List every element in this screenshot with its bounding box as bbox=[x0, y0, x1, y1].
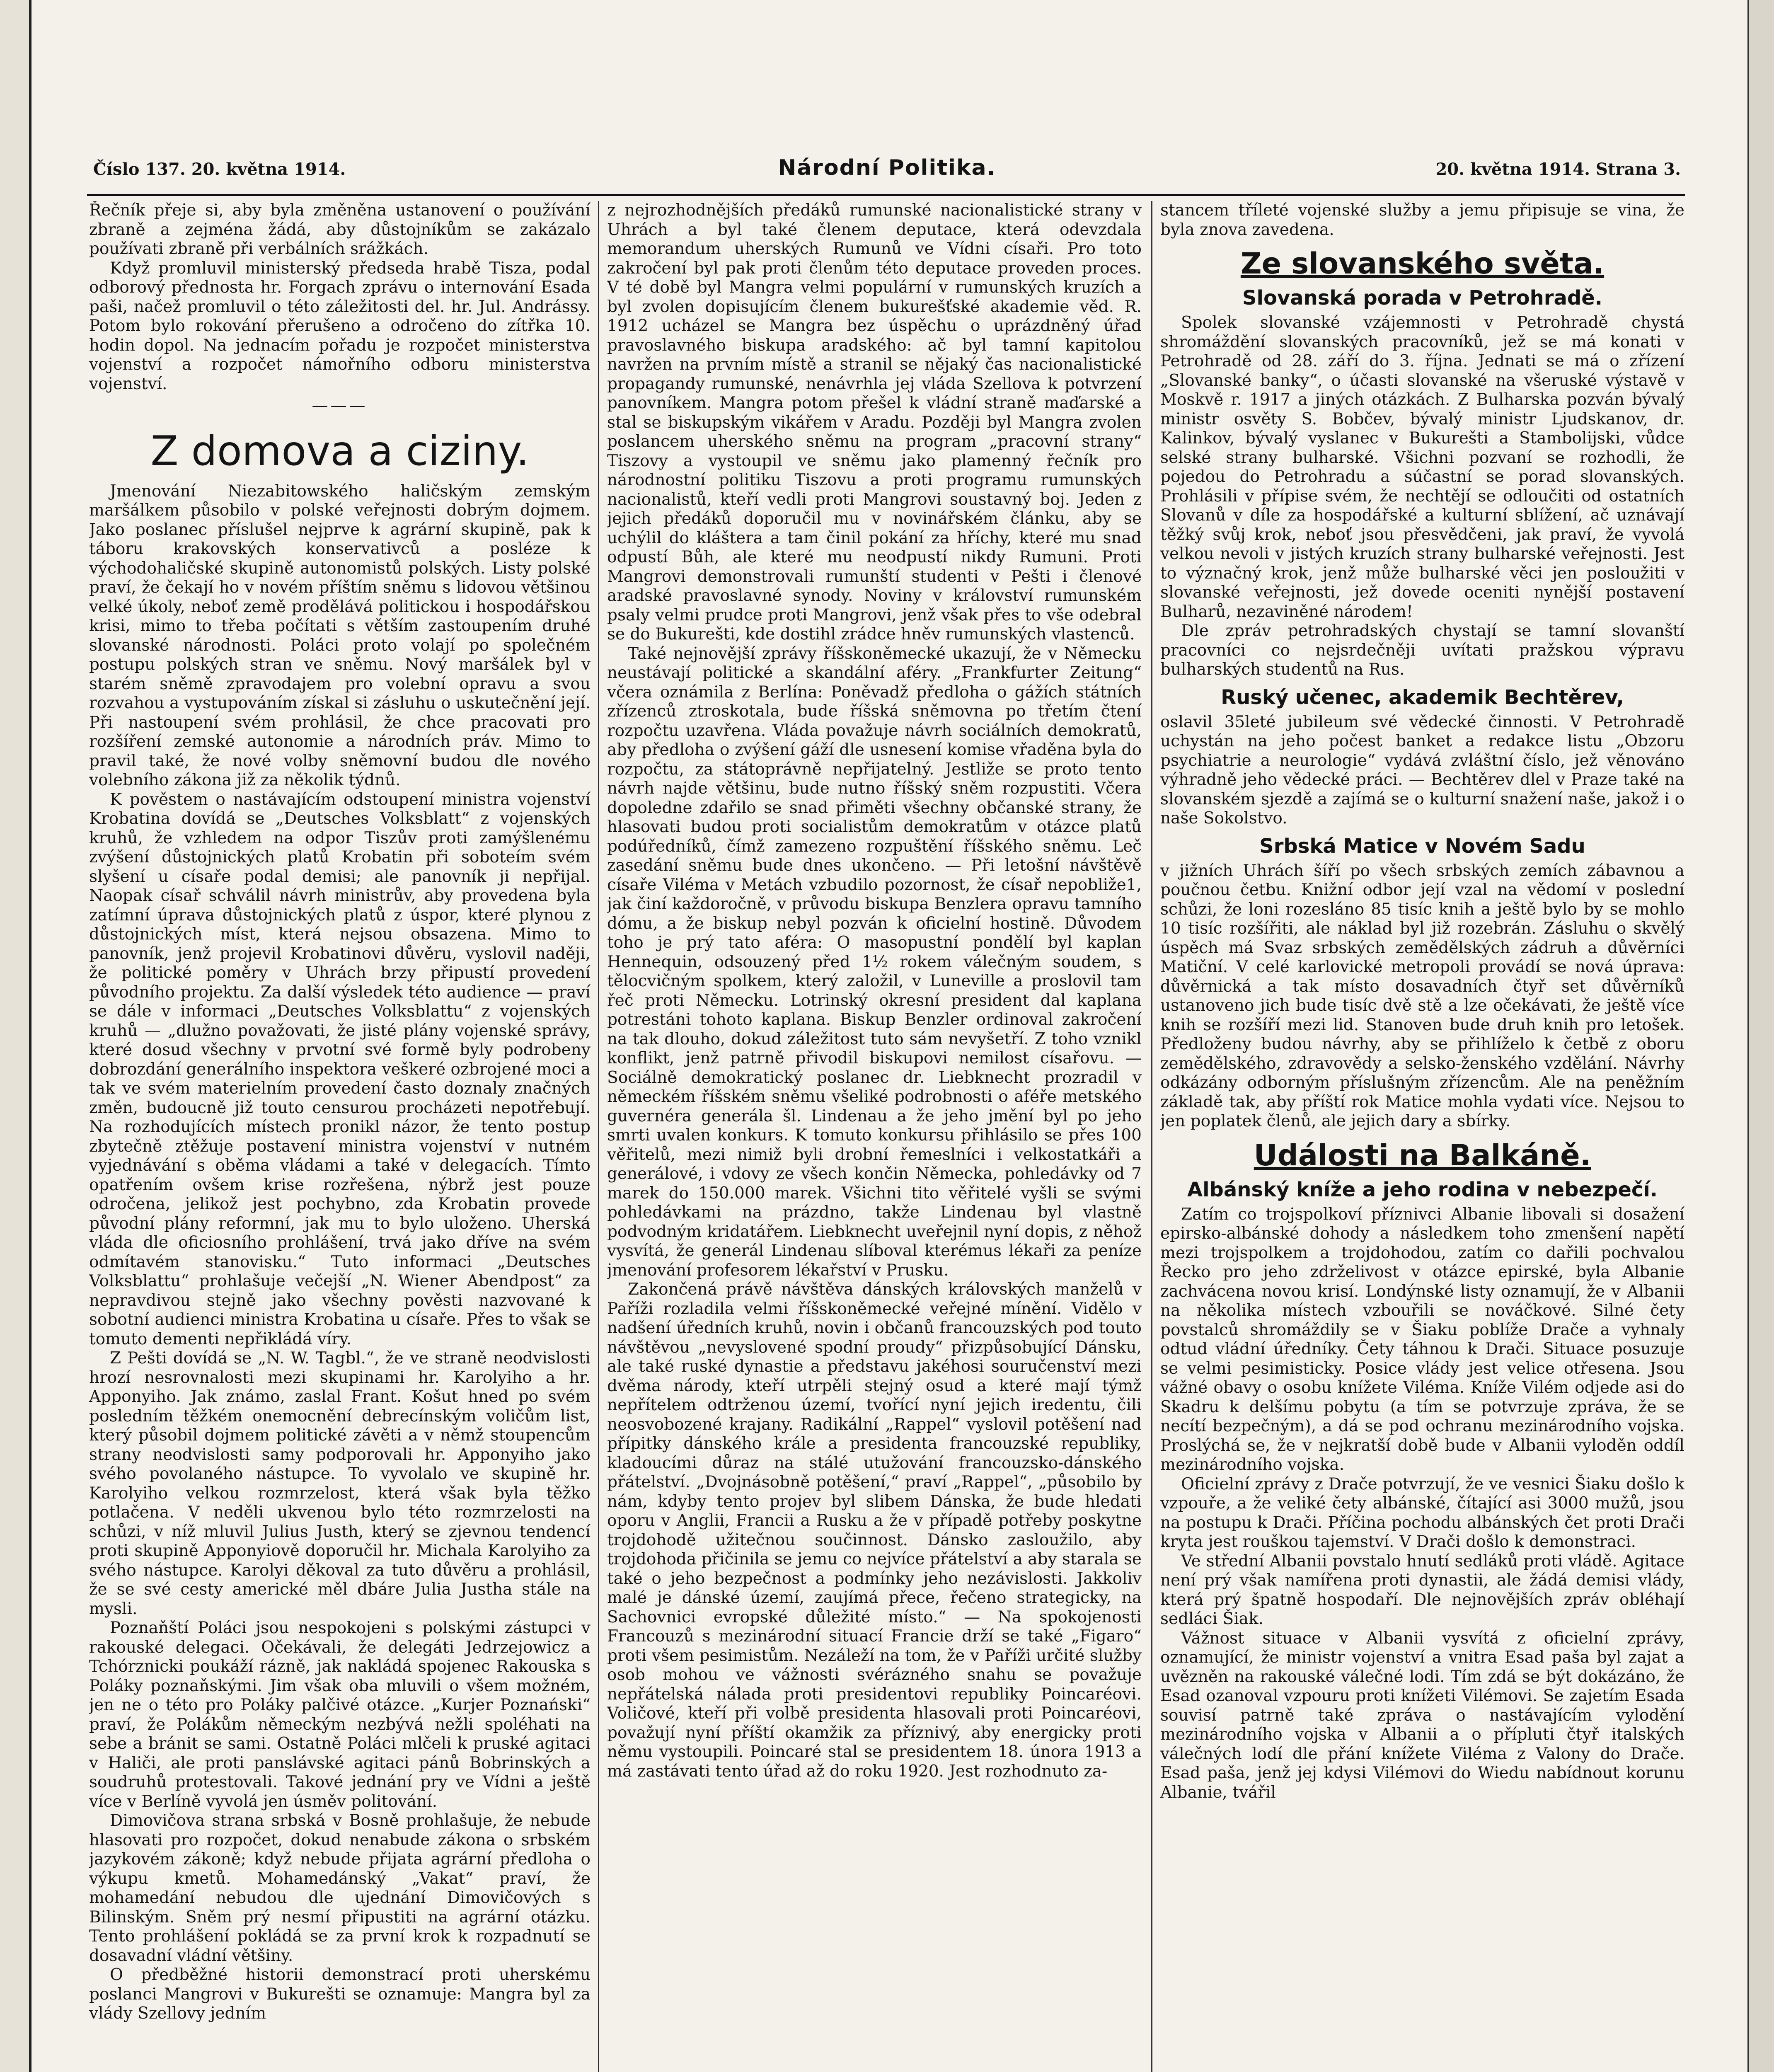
article-heading: Srbská Matice v Novém Sadu bbox=[1259, 834, 1585, 858]
paragraph: Také nejnovější zprávy říšskoněmecké ukazují, že v Německu neustávají politické a skandální aféry. „Frankfurter Zeitung“ včera oznámila z Berlína: Poněvadž předloha o gážích státních zřízenců ztroskotala, bude říšská sněmovna po třetím čtení rozpočtu uzavřena. Vláda považuje návrh sociálních demokratů, aby předloha o zvýšení gáží dle usnesení komise vřaděna byla do rozpočtu, za státoprávně nepřijatelný. Jestliže se proto tento návrh najde většinu, bude nutno říšský sněm rozpustiti. Včera dopoledne zdařilo se snad přiměti všechny občanské strany, že hlasovati budou proti socialistům demokratům v otázce platů podúředníků, čímž zamezeno rozpuštění říšského sněmu. Leč zasedání sněmu bude dnes ukončeno. — Při letošní návštěvě císaře Viléma v Metách vzbudilo pozornost, že císař nepobliže1, jak činí každoročně, v průvodu biskupa Benzlera opravu tamního dómu, a že biskup nebyl pozván k oficielní hostině. Důvodem toho je prý tato aféra: O masopustní pondělí byl kaplan Hennequin, odsouzený před 1½ rokem válečným soudem, s tělocvičným spolkem, který založil, v Luneville a proslovil tam řeč proti Německu. Lotrinský okresní president dal kaplana potrestáni tohoto kaplana. Biskup Benzler ordinoval zakročení na tak dlouho, dokud záležitost tuto sám nevyšetří. Z toho vznikl konflikt, jenž patrně přivodil biskupovi nemilost císařovu. — Sociálně demokratický poslanec dr. Liebknecht prozradil v německém říšském sněmu všeliké podrobnosti o aféře metského guvernéra generála šl. Lindenau a že jeho jmění byl po jeho smrti uvalen konkurs. K tomuto konkursu přihlásilo se přes 100 věřitelů, mezi nimiž byli drobní řemeslníci i velkostatkáři a generálové, i vdovy ze všech končin Německa, pohledávky od 7 marek do 150.000 marek. Všichni tito věřitelé vyšli se svými pohledávkami na prázdno, takže Lindenau byl vlastně podvodným kridatářem. Liebknecht uveřejnil nyní dopis, z něhož vysvítá, že generál Lindenau slíboval kterémus lékaři za peníze jmenování profesorem lékařství v Prusku. bbox=[607, 644, 1142, 1280]
page-date-number: 20. května 1914. Strana 3. bbox=[1435, 160, 1681, 179]
column-divider bbox=[598, 201, 599, 2072]
paragraph: z nejrozhodnějších předáků rumunské nacionalistické strany v Uhrách a byl také členem deputace, která odevzdala memorandum uherských Rumunů ve Vídni císaři. Pro toto zakročení byl pak proti členům této deputace proveden proces. V té době byl Mangra velmi populární v rumunských kruzích a byl zvolen dopisujícím členem bukurešťské akademie věd. R. 1912 ucházel se Mangra bez úspěchu o uprázdněný úřad pravoslavného biskupa aradského: ač byl tamní kapitolou navržen na prvním místě a stranil se nějaký čas nacionalistické propagandy rumunské, nenávrhla jej vláda Szellova k potvrzení panovníkem. Mangra potom přešel k vládní straně maďarské a stal se biskupským vikářem v Aradu. Později byl Mangra zvolen poslancem uherského sněmu na program „pracovní strany“ Tiszovy a vystoupil ve sněmu jako plamenný řečník pro národnostní politiku Tiszovu a proti programu rumunských nacionalistů, kteří vedli proti Mangrovi soustavný boj. Jeden z jejich předáků doporučil mu v novinářském článku, aby se uchýlil do kláštera a tam činil pokání za hříchy, které mu snad odpustí Bůh, ale které mu neodpustí nikdy Rumuni. Proti Mangrovi demonstrovali rumunští studenti v Pešti i členové aradské pravoslavné synody. Noviny v království rumunském psaly velmi prudce proti Mangrovi, jenž však přes to vše odebral se do Bukurešti, kde dostihl zrádce hněv rumunských vlastenců. bbox=[607, 201, 1142, 644]
masthead-title: Národní Politika. bbox=[778, 155, 996, 180]
paragraph: Zakončená právě návštěva dánských královských manželů v Paříži rozladila velmi říšskoněmecké veřejné mínění. Vidělo v nadšení úředních kruhů, novin i občanů francouzských pod touto návštěvou „nevyslovené spodní proudy“ přizpůsobující Dánsku, ale také ruské dynastie a představu jakéhosi souručenství mezi dvěma národy, kteří utrpěli stejný osud a které mají týmž nepřítelem odtrženou území, tvořící nyní jejich iredentu, čili neosvobozené krajany. Radikální „Rappel“ vyslovil potěšení nad přípitky dánského krále a presidenta francouzské republiky, kladoucími důraz na stálé utužování francouzsko-dánského přátelství. „Dvojnásobně potěšení,“ praví „Rappel“, „působilo by nám, kdyby tento projev byl slibem Dánska, že bude hledati oporu v Anglii, Francii a Rusku a že v případě potřeby poskytne trojdohodě užitečnou součinnost. Dánsko zasloužilo, aby trojdohoda přičinila se jemu co nejvíce přátelství a aby starala se také o jeho bezpečnost a podmínky jeho nezávislosti. Jakkoliv malé je dánské území, zaujímá přece, řečeno strategicky, na Sachovnici evropské důležité místo.“ — Na spokojenosti Francouzů s mezinárodní situací Francie drží se také „Figaro“ proti všem pesimistům. Nezáleží na tom, že v Paříži určité služby osob mohou ve vážnosti svérázného snahu se považuje nepřátelská nálada proti presidentovi republiky Poincaréovi. Voličové, kteří při volbě presidenta hlasovali proti Poincaréovi, považují nyní příští okamžik za příznivý, aby energicky proti němu vystoupili. Poincaré stal se presidentem 18. února 1913 a má zastávati tento úřad až do roku 1920. Jest rozhodnuto za- bbox=[607, 1280, 1142, 1781]
header-rule bbox=[87, 194, 1685, 196]
column-1 bbox=[89, 201, 591, 2072]
paragraph: Oficielní zprávy z Drače potvrzují, že ve vesnici Šiaku došlo k vzpouře, a že veliké čety albánské, čítající asi 3000 mužů, jsou na postupu k Drači. Příčina pochodu albánských čet proti Drači kryta jest rouškou tajemství. V Drači došlo k demonstraci. bbox=[1160, 1474, 1684, 1551]
paragraph: Vážnost situace v Albanii vysvítá z oficielní zprávy, oznamující, že ministr vojenství a vnitra Esad paša byl zajat a uvězněn na rakouské válečné lodi. Tím zdá se být dokázáno, že Esad ozanoval vzpouru proti knížeti Vilémovi. Se zajetím Esada souvisí patrně také zpráva o nastávajícím vylodění mezinárodního vojska v Albanii a o přípluti čtyř italských válečných lodí dle přání knížete Viléma z Valony do Drače. Esad paša, jenž jej kdysi Vilémovi do Wiedu nabídnout korunu Albanie, tvářil bbox=[1160, 1629, 1684, 1802]
scan-edge-right bbox=[1747, 0, 1774, 2072]
paragraph: Zatím co trojspolkoví příznivci Albanie libovali si dosažení epirsko-albánské dohody a následkem toho zmenšení napětí mezi trojspolkem a trojdohodou, zatím co dařili pochvalou Řecko pro jeho zdrželivost v otázce epirské, byla Albanie zachvácena novou krisí. Londýnské listy oznamují, že v Albanii na několika místech vzbouřili se nováčkové. Silné čety povstalců shromáždily se v Šiaku poblíže Drače a vyhnaly odtud vládní úředníky. Čety táhnou k Drači. Situace posuzuje se velmi pesimisticky. Posice vlády jest velice otřesena. Jsou vážné obavy o osobu knížete Viléma. Kníže Vilém odjede asi do Skadru k delšímu pobytu (a tím se potvrzuje zpráva, že se necítí bezpečným), a dá se pod ochranu mezinárodního vojska. Proslýchá se, že v nejkratší době bude v Albanii vyloděn oddíl mezinárodního vojska. bbox=[1160, 1205, 1684, 1474]
section-title: Události na Balkáně. bbox=[1254, 1138, 1591, 1172]
section-title: Z domova a ciziny. bbox=[150, 427, 529, 475]
article-heading: Slovanská porada v Petrohradě. bbox=[1242, 286, 1602, 310]
column-3 bbox=[1160, 201, 1684, 2072]
scan-edge-left bbox=[0, 0, 31, 2072]
paragraph: Spolek slovanské vzájemnosti v Petrohradě chystá shromáždění slovanských pracovníků, jež se má konati v Petrohradě od 28. září do 3. října. Jednati se má o zřízení „Slovanské banky“, o účasti slovanské na všeruské výstavě v Moskvě r. 1917 a jiných otázkách. Z Bulharska pozván bývalý ministr osvěty S. Bobčev, bývalý ministr Ljudskanov, dr. Kalinkov, bývalý vyslanec v Bukurešti a Stambolijski, vůdce selské strany bulharské. Všichni pozvaní se rozhodli, že pojedou do Petrohradu a súčastní se porad slovanských. Prohlásili v přípise svém, že nechtějí se odloučiti od ostatních Slovanů v díle za hospodářské a kulturní sblížení, ač uznávají těžký svůj krok, neboť jsou přesvědčeni, jak praví, že vyvolá velkou nevoli v jistých kruzích strany bulharské veřejnosti. Jest to význačný krok, jenž může bulharské věci jen posloužiti v slovanské veřejnosti, jež dovede oceniti nynější postavení Bulharů, nezaviněné národem! bbox=[1160, 313, 1684, 621]
paragraph: Poznaňští Poláci jsou nespokojeni s polskými zástupci v rakouské delegaci. Očekávali, že delegáti Jedrzejowicz a Tchórznicki poukáží rázně, jak nakládá spojenec Rakouska s Poláky poznaňskými. Jim však oba mluvili o všem možném, jen ne o této pro Poláky palčivé otázce. „Kurjer Poznański“ praví, že Polákům německým nezbývá nežli spoléhati na sebe a bránit se sami. Ostatně Poláci mlčeli k pruské agitaci v Haliči, ale proti panslávské agitaci pánů Bobrinských a soudruhů protestovali. Takové jednání pry ve Vídni a ještě více v Berlíně vyvolá jen úsměv politování. bbox=[89, 1619, 591, 1811]
page-header bbox=[89, 155, 1685, 189]
paragraph: Ve střední Albanii povstalo hnutí sedláků proti vládě. Agitace není prý však namířena proti dynastii, ale žádá demisi vlády, která prý špatně hospodaří. Dle nejnovějších zpráv obléhají sedláci Šiak. bbox=[1160, 1552, 1684, 1628]
paragraph: oslavil 35leté jubileum své vědecké činnosti. V Petrohradě uchystán na jeho počest banket a redakce listu „Obzoru psychiatrie a neurologie“ vydává zvláštní číslo, jež věnováno výhradně jeho vědecké práci. — Bechtěrev dlel v Praze také na slovanském sjezdě a zajímá se o kulturní snažení naše, jakož i o naše Sokolstvo. bbox=[1160, 712, 1684, 828]
issue-number: Číslo 137. 20. května 1914. bbox=[93, 160, 346, 179]
paragraph: v jižních Uhrách šíří po všech srbských zemích zábavnou a poučnou četbu. Knižní odbor její vzal na vědomí v poslední schůzi, že loni rozesláno 85 tisíc knih a ještě bylo by se mohlo 10 tisíc rozšířiti, ale náklad byl již rozebrán. Zásluhu o skvělý úspěch má Svaz srbských zemědělských zádruh a důvěrníci Matiční. V celé karlovické metropoli provádí se nová úprava: důvěrnická a tak místo dosavadních čtyř set důvěrníků ustanoveno jich bude tisíc dvě stě a lze očekávati, že ještě více knih se rozšíří mezi lid. Stanoven bude druh knih pro letošek. Předloženy budou návrhy, aby se přihlíželo k četbě z oboru zemědělského, zdravovědy a selsko-ženského vzdělání. Návrhy odkázány odborným příslušným zřízencům. Ale na peněžním základě tak, aby příští rok Matice mohla vydati více. Nejsou to jen poplatek členů, ale jejich dary a sbírky. bbox=[1160, 861, 1684, 1130]
column-divider bbox=[1151, 201, 1152, 2072]
article-heading: Ruský učenec, akademik Bechtěrev, bbox=[1221, 685, 1624, 709]
paragraph: Řečník přeje si, aby byla změněna ustanovení o používání zbraně a zejména žádá, aby důstojníkům se zakázalo používati zbraně při verbálních srážkách. bbox=[89, 201, 591, 258]
paragraph: Dimovičova strana srbská v Bosně prohlašuje, že nebude hlasovati pro rozpočet, dokud nenabude zákona o srbském jazykovém zákoně; když nebude přijata agrární předloha o výkupu kmetů. Mohamedánský „Vakat“ praví, že mohamedání nebudou dle ujednání Dimovičových s Bilinským. Sněm prý nesmí připustiti na agrární otázku. Tento prohlášení pokládá se za první krok k rozpadnutí se dosavadní vládní většiny. bbox=[89, 1811, 591, 1965]
article-heading: Albánský kníže a jeho rodina v nebezpečí. bbox=[1187, 1178, 1658, 1201]
paragraph: stancem tříleté vojenské služby a jemu připisuje se vina, že byla znova zavedena. bbox=[1160, 201, 1684, 239]
paragraph: Dle zpráv petrohradských chystají se tamní slovanští pracovníci co nejsrdečněji uvítati pražskou výpravu bulharských studentů na Rus. bbox=[1160, 622, 1684, 679]
paragraph: O předběžné historii demonstrací proti uherskému poslanci Mangrovi v Bukurešti se oznamuje: Mangra byl za vlády Szellovy jedním bbox=[89, 1965, 591, 2023]
paragraph: Z Pešti dovídá se „N. W. Tagbl.“, že ve straně neodvislosti hrozí nesrovnalosti mezi skupinami hr. Karolyiho a hr. Apponyiho. Jak známo, zaslal Frant. Košut hned po svém posledním těžkém onemocnění debrecínským voličům list, který působil dojmem politické závěti a v němž stoupencům strany neodvislosti samy podporovali hr. Apponyiho jako svého povolaného nástupce. To vyvolalo ve skupině hr. Karolyiho velkou rozmrzelost, která však byla těžko potlačena. V neděli ukvenou bylo této rozmrzelosti na schůzi, v níž mluvil Julius Justh, který se zjevnou tendencí proti skupině Apponyiově doporučil hr. Michala Karolyiho za svého nástupce. Karolyi děkoval za tuto důvěru a prohlásil, že se své cesty americké měl dbáre Julia Justha stále na mysli. bbox=[89, 1349, 591, 1618]
paragraph: Když promluvil ministerský předseda hrabě Tisza, podal odborový přednosta hr. Forgach zprávu o internování Esada paši, načež promluvil o této záležitosti del. hr. Jul. Andrássy. Potom bylo rokování přerušeno a odročeno do zítřka 10. hodin dopol. Na jednacím pořadu je rozpočet ministerstva vojenství a rozpočet námořního odboru ministerstva vojenství. bbox=[89, 259, 591, 393]
section-title: Ze slovanského světa. bbox=[1240, 247, 1605, 281]
column-2 bbox=[607, 201, 1142, 2072]
separator: ——— bbox=[312, 396, 368, 415]
paragraph: K pověstem o nastávajícím odstoupení ministra vojenství Krobatina dovídá se „Deutsches Volksblatt“ z vojenských kruhů, že vzhledem na odpor Tiszův proti zamýšlenému zvýšení důstojnických platů Krobatin při soboteím svém slyšení u císaře podal demisi; ale panovník ji nepřijal. Naopak císař schválil návrh ministrův, aby provedena byla zatímní úprava důstojnických platů z úspor, které plynou z důstojnických míst, která nejsou obsazena. Mimo to panovník, jenž projevil Krobatinovi důvěru, vyslovil naději, že politické poměry v Uhrách brzy připustí provedení původního projektu. Za další výsledek této audience — praví se dále v informaci „Deutsches Volksblattu“ z vojenských kruhů — „dlužno považovati, že jisté plány vojenské správy, které dosud všechny v prvotní své formě byly podrobeny dobrozdání generálního inspektora veškeré ozbrojené moci a tak ve svém materielním provedení často doznaly značných změn, budoucně již touto censurou procházeti nepotřebují. Na rozhodujících místech pronikl názor, že tento postup zbytečně ztěžuje postavení ministra vojenství v nutném vyjednávání s oběma vládami a také v delegacích. Tímto opatřením ovšem krise rozřešena, nýbrž jest pouze odročena, jelikož jest pochybno, zda Krobatin provede původní plány reformní, jak mu to bylo uloženo. Uherská vláda dle oficiosního prohlášení, trvá jako dříve na svém odmítavém stanovisku.“ Tuto informaci „Deutsches Volksblattu“ prohlašuje večejší „N. Wiener Abendpost“ za nepravdivou stejně jako všechny pověsti nazvované k sobotní audienci ministra Krobatina u císaře. Přes to však se tomuto dementi nepřikládá víry. bbox=[89, 790, 591, 1348]
paragraph: Jmenování Niezabitowského haličským zemským maršálkem působilo v polské veřejnosti dobrým dojmem. Jako poslanec příslušel nejprve k agrární skupině, pak k táboru krakovských konservativců a posléze k východohaličské skupině autonomistů polských. Listy polské praví, že čekají ho v novém příštím sněmu s lidovou většinou velké úkoly, neboť země prodělává politickou i hospodářskou krisi, mimo to třeba počítati s větším zastoupením druhé slovanské národnosti. Poláci proto volají po společném postupu polských stran ve sněmu. Nový maršálek byl v starém sněmě zpravodajem pro volební opravu a svou rozvahou a vystupováním získal si zásluhu o uskutečnění její. Při nastoupení svém prohlásil, že chce pracovati pro rozšíření zemské autonomie a národních práv. Mimo to pravil také, že nové volby sněmovní budou dle nového volebního zákona již za několik týdnů. bbox=[89, 482, 591, 789]
